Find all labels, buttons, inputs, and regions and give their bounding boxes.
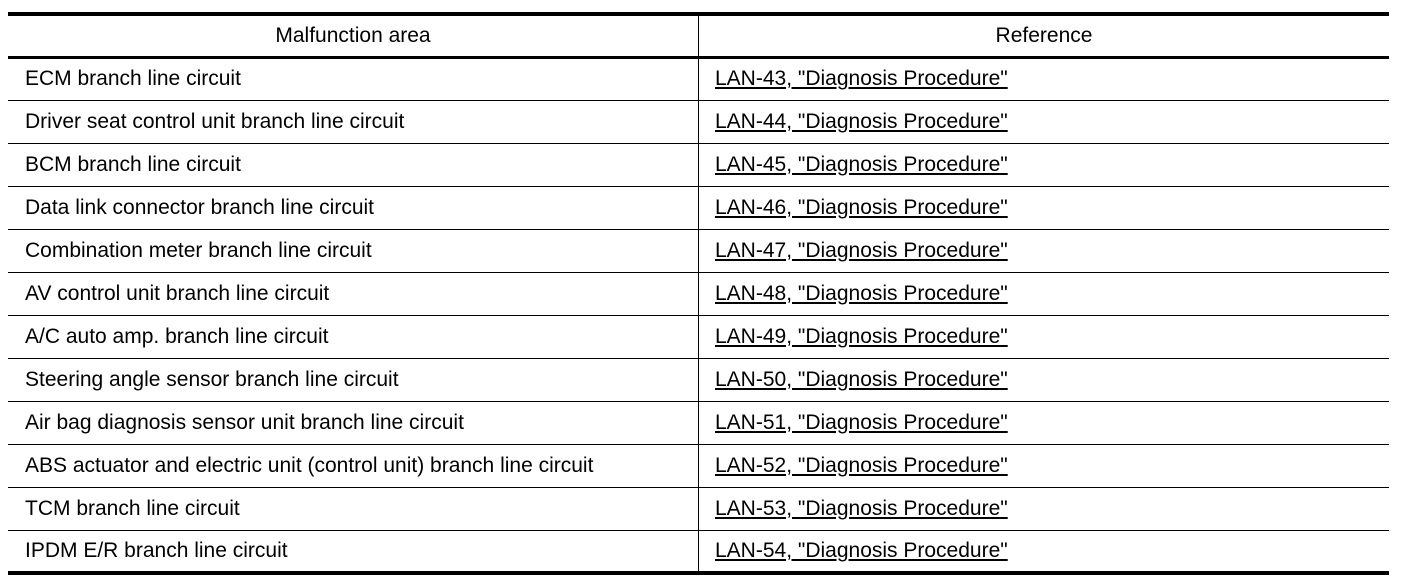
malfunction-area-cell: ABS actuator and electric unit (control unit) branch line circuit	[8, 444, 699, 487]
table-row	[8, 315, 1389, 358]
malfunction-area-cell: AV control unit branch line circuit	[8, 272, 699, 315]
reference-link[interactable]: LAN-53, "Diagnosis Procedure"	[715, 496, 1008, 520]
malfunction-area-cell: TCM branch line circuit	[8, 487, 699, 530]
reference-cell	[699, 229, 1390, 272]
malfunction-area-cell: Combination meter branch line circuit	[8, 229, 699, 272]
reference-cell	[699, 186, 1390, 229]
reference-link[interactable]: LAN-43, "Diagnosis Procedure"	[715, 67, 1008, 90]
table-row	[8, 57, 1389, 100]
table-row	[8, 100, 1389, 143]
reference-link[interactable]: LAN-44, "Diagnosis Procedure"	[715, 109, 1008, 133]
reference-link[interactable]: LAN-50, "Diagnosis Procedure"	[715, 367, 1008, 391]
header-reference: Reference	[699, 14, 1390, 57]
reference-link[interactable]: LAN-45, "Diagnosis Procedure"	[715, 152, 1008, 176]
reference-cell	[699, 530, 1390, 573]
table-body	[8, 57, 1389, 573]
reference-cell	[699, 358, 1390, 401]
header-malfunction-area: Malfunction area	[8, 14, 699, 57]
reference-cell	[699, 143, 1390, 186]
table-row	[8, 229, 1389, 272]
table-row	[8, 143, 1389, 186]
reference-cell	[699, 100, 1390, 143]
reference-link[interactable]: LAN-48, "Diagnosis Procedure"	[715, 281, 1008, 305]
table-row	[8, 401, 1389, 444]
malfunction-area-cell: ECM branch line circuit	[8, 57, 699, 100]
malfunction-area-cell: A/C auto amp. branch line circuit	[8, 315, 699, 358]
table-row	[8, 272, 1389, 315]
header-row	[8, 14, 1389, 57]
malfunction-reference-table	[8, 12, 1389, 575]
malfunction-area-cell: BCM branch line circuit	[8, 143, 699, 186]
table-row	[8, 358, 1389, 401]
table-row	[8, 487, 1389, 530]
malfunction-area-cell: Data link connector branch line circuit	[8, 186, 699, 229]
malfunction-area-cell: Steering angle sensor branch line circuit	[8, 358, 699, 401]
reference-link[interactable]: LAN-49, "Diagnosis Procedure"	[715, 324, 1008, 348]
table-row	[8, 530, 1389, 573]
reference-link[interactable]: LAN-51, "Diagnosis Procedure"	[715, 410, 1008, 434]
reference-link[interactable]: LAN-54, "Diagnosis Procedure"	[715, 538, 1008, 562]
malfunction-reference-table-container	[8, 12, 1389, 575]
reference-link[interactable]: LAN-46, "Diagnosis Procedure"	[715, 195, 1008, 219]
table-row	[8, 444, 1389, 487]
malfunction-area-cell: IPDM E/R branch line circuit	[8, 530, 699, 573]
reference-cell	[699, 487, 1390, 530]
table-row	[8, 186, 1389, 229]
table-header	[8, 14, 1389, 57]
malfunction-area-cell: Driver seat control unit branch line circuit	[8, 100, 699, 143]
reference-cell	[699, 444, 1390, 487]
reference-cell	[699, 57, 1390, 100]
malfunction-area-cell: Air bag diagnosis sensor unit branch line circuit	[8, 401, 699, 444]
reference-cell	[699, 315, 1390, 358]
reference-link[interactable]: LAN-52, "Diagnosis Procedure"	[715, 453, 1008, 477]
reference-cell	[699, 401, 1390, 444]
reference-link[interactable]: LAN-47, "Diagnosis Procedure"	[715, 238, 1008, 262]
reference-cell	[699, 272, 1390, 315]
